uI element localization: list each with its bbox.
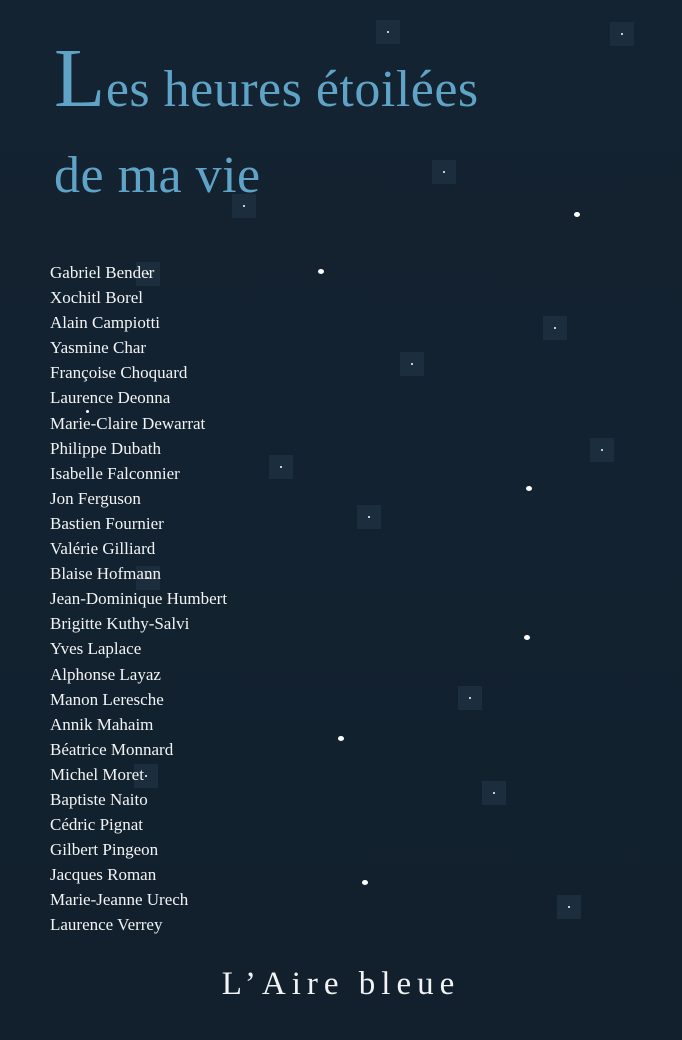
author-name: Laurence Verrey [50,915,163,935]
author-name: Jon Ferguson [50,488,141,508]
author-name: Marie-Claire Dewarrat [50,413,206,433]
author-name: Xochitl Borel [50,288,144,308]
author-name: Valérie Gilliard [50,539,156,559]
author-name: Laurence Deonna [50,388,171,408]
star-decoration [557,895,581,919]
author-name: Marie-Jeanne Urech [50,890,189,910]
star-decoration [400,352,424,376]
star-decoration [526,486,532,491]
author-list [50,260,227,938]
author-name: Yasmine Char [50,338,147,358]
star-decoration [357,505,381,529]
author-name: Alphonse Layaz [50,664,161,684]
author-name: Cédric Pignat [50,815,144,835]
author-name: Blaise Hofmann [50,564,161,584]
author-name: Béatrice Monnard [50,739,174,759]
author-name: Alain Campiotti [50,313,161,333]
author-name: Françoise Choquard [50,363,188,383]
star-decoration [590,438,614,462]
star-decoration [269,455,293,479]
star-decoration [543,316,567,340]
star-decoration [318,269,324,274]
star-decoration [362,880,368,885]
book-title [54,32,654,219]
author-name: Brigitte Kuthy-Salvi [50,614,190,634]
star-decoration [524,635,530,640]
author-name: Jacques Roman [50,865,157,885]
author-name: Manon Leresche [50,689,164,709]
author-name: Philippe Dubath [50,438,161,458]
star-decoration [458,686,482,710]
author-name: Isabelle Falconnier [50,463,180,483]
author-name: Baptiste Naito [50,789,148,809]
author-name: Yves Laplace [50,639,142,659]
title-line-1-text: es heures étoilées [105,61,479,118]
star-decoration [482,781,506,805]
publisher-name: L’Aire bleue [221,966,461,1002]
title-line-1 [54,32,654,133]
title-line-2: de ma vie [54,147,261,204]
author-name: Bastien Fournier [50,513,164,533]
author-name: Gilbert Pingeon [50,840,159,860]
author-name: Gabriel Bender [50,263,155,282]
author-name: Annik Mahaim [50,714,154,734]
author-name: Jean-Dominique Humbert [50,589,228,609]
author-name: Michel Moret [50,764,144,784]
title-initial: L [54,32,106,125]
star-decoration [338,736,344,741]
